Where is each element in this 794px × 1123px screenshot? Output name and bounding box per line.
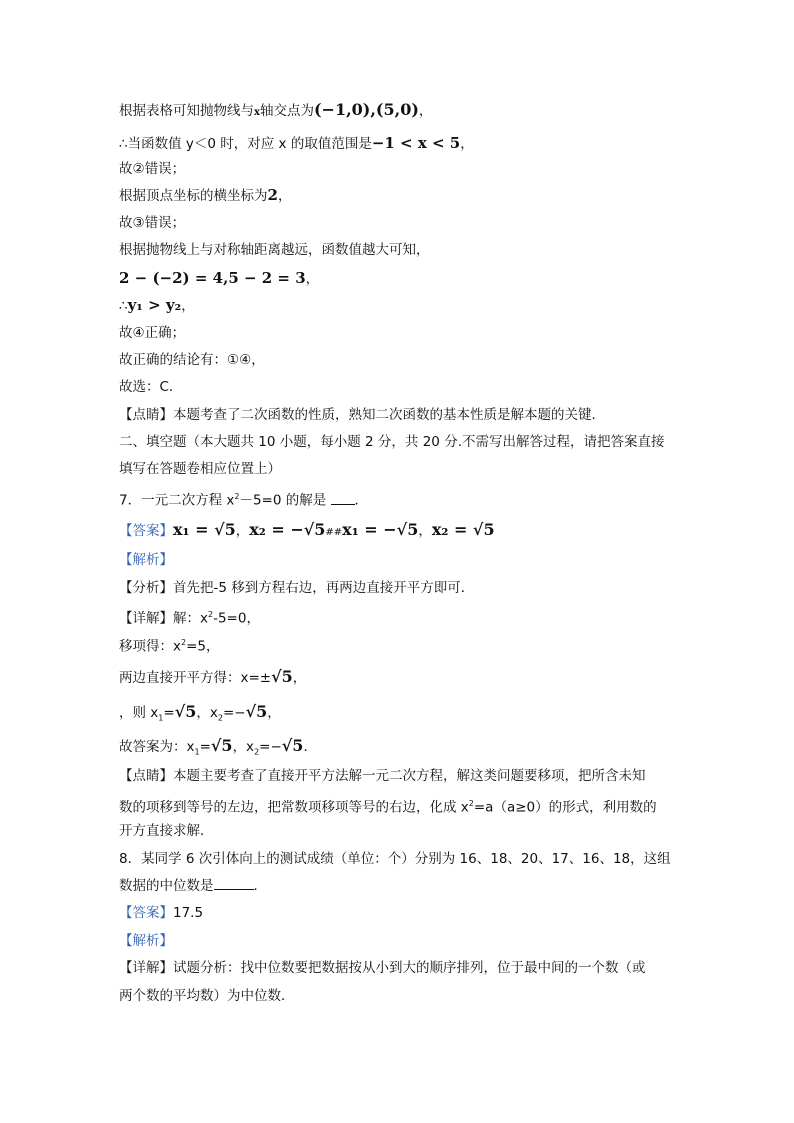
punct: ，	[267, 705, 281, 721]
text: ，x	[196, 705, 218, 721]
note-line-1: 【点睛】本题主要考查了直接开平方法解一元二次方程，解这类问题要移项，把所含未知	[119, 768, 646, 784]
punct: ．	[303, 739, 317, 755]
final-answer-line	[119, 736, 317, 763]
detail-line-2: 两个数的平均数）为中位数．	[119, 988, 295, 1004]
math-points: (−1,0),(5,0)	[313, 100, 419, 119]
result-line	[119, 702, 281, 729]
text: ∴当函数值 y＜0 时，对应 x 的取值范围是	[119, 136, 372, 152]
punct: ．	[354, 492, 369, 509]
punct: ，	[235, 523, 250, 539]
math-answer: x₁ = −√5	[342, 520, 419, 539]
text: 数的项移到等号的左边，把常数项移项等号的右边，化成 x	[119, 799, 469, 816]
punct: ，	[460, 136, 474, 152]
text: =	[199, 739, 211, 755]
line-conclusion-2: 故②错误；	[119, 161, 186, 177]
math-answer: x₁ = √5	[173, 520, 236, 539]
text: －5=0 的解是	[239, 492, 327, 509]
text: =5，	[186, 638, 220, 655]
math-x: x	[254, 107, 260, 118]
text: -5=0，	[213, 610, 260, 627]
sqrt-line	[119, 667, 306, 688]
line-choice: 故选：C．	[119, 379, 183, 395]
punct: ，	[418, 103, 433, 119]
detail-line-1: 【详解】试题分析：找中位数要把数据按从小到大的顺序排列，位于最中间的一个数（或	[119, 960, 646, 976]
text: =	[163, 705, 175, 721]
math-sqrt: √5	[210, 736, 233, 755]
superscript: 2	[208, 610, 214, 619]
answer-tag: 【答案】	[119, 523, 173, 539]
subscript: 2	[254, 747, 260, 757]
math-calc: 2 − (−2) = 4,5 − 2 = 3	[119, 269, 306, 287]
line-calc	[119, 268, 319, 289]
superscript: 2	[468, 799, 474, 808]
math-sqrt: √5	[271, 667, 293, 686]
answer-blank	[214, 877, 254, 890]
analysis-tag-8: 【解析】	[119, 933, 173, 949]
text: =−	[222, 705, 246, 721]
note-line-2	[119, 794, 657, 818]
superscript: 2	[234, 492, 240, 501]
answer-7	[119, 520, 495, 543]
math-sqrt: √5	[245, 702, 268, 721]
math-value: 2	[267, 186, 278, 204]
superscript: 2	[181, 638, 187, 647]
punct: ，	[305, 271, 320, 287]
text: 【详解】解：x	[119, 610, 208, 627]
line-note: 【点睛】本题考查了二次函数的性质，熟知二次函数的基本性质是解本题的关键．	[119, 407, 605, 423]
text: ，x	[232, 739, 255, 755]
punct: ，	[418, 523, 432, 539]
punct: ，	[181, 298, 195, 314]
subscript: 1	[194, 747, 200, 757]
therefore-symbol: ∴	[119, 298, 128, 314]
punct: ，	[292, 670, 307, 686]
section-heading: 二、填空题（本大题共 10 小题，每小题 2 分，共 20 分.不需写出解答过程，请把答案直接	[119, 434, 665, 450]
analysis-tag: 【解析】	[119, 552, 173, 568]
line-correct-list: 故正确的结论有：①④，	[119, 352, 265, 368]
text: =a（a≥0）的形式，利用数的	[473, 799, 657, 816]
note-line-3: 开方直接求解．	[119, 823, 214, 839]
text: 根据表格可知抛物线与	[119, 103, 254, 119]
transpose-line	[119, 633, 220, 657]
solution-line	[119, 605, 260, 629]
section-heading-cont: 填写在答题卷相应位置上）	[119, 461, 281, 477]
answer-tag: 【答案】	[119, 905, 173, 921]
text: ，则 x	[119, 705, 159, 721]
text: 轴交点为	[259, 103, 314, 119]
math-sqrt: √5	[174, 702, 197, 721]
math-answer: x₂ = √5	[431, 520, 495, 539]
line-range	[119, 133, 474, 154]
text: =−	[259, 739, 282, 755]
math-sqrt: √5	[281, 736, 304, 755]
text: 两边直接开平方得：x=±	[119, 670, 272, 686]
text: 移项得：x	[119, 638, 181, 655]
question-7	[119, 487, 368, 511]
answer-value: 17.5	[173, 905, 204, 921]
answer-8	[119, 903, 203, 923]
line-distance: 根据抛物线上与对称轴距离越远，函数值越大可知，	[119, 242, 430, 258]
analysis-line: 【分析】首先把-5 移到方程右边，再两边直接开平方即可．	[119, 580, 475, 596]
punct: ，	[277, 188, 292, 204]
math-answer: x₂ = −√5	[249, 520, 326, 539]
answer-blank	[331, 492, 355, 505]
line-conclusion-3: 故③错误；	[119, 215, 186, 231]
text: 故答案为：x	[119, 739, 195, 755]
math-compare: y₁ > y₂	[127, 296, 182, 314]
question-8: 8．某同学 6 次引体向上的测试成绩（单位：个）分别为 16、18、20、17、16、18，这组	[119, 851, 671, 867]
line-conclusion-4: 故④正确；	[119, 325, 186, 341]
question-8-cont	[119, 876, 267, 896]
text: 数据的中位数是	[119, 878, 214, 894]
punct: ．	[253, 878, 267, 894]
text: 7．一元二次方程 x	[119, 492, 235, 509]
line-vertex	[119, 185, 291, 206]
line-axis-intersections	[119, 100, 432, 123]
text: 根据顶点坐标的横坐标为	[119, 188, 268, 204]
subscript: 2	[217, 713, 223, 723]
subscript: 1	[158, 713, 164, 723]
math-range: −1 < x < 5	[371, 134, 461, 152]
separator: ##	[325, 527, 343, 538]
line-compare	[119, 295, 195, 316]
